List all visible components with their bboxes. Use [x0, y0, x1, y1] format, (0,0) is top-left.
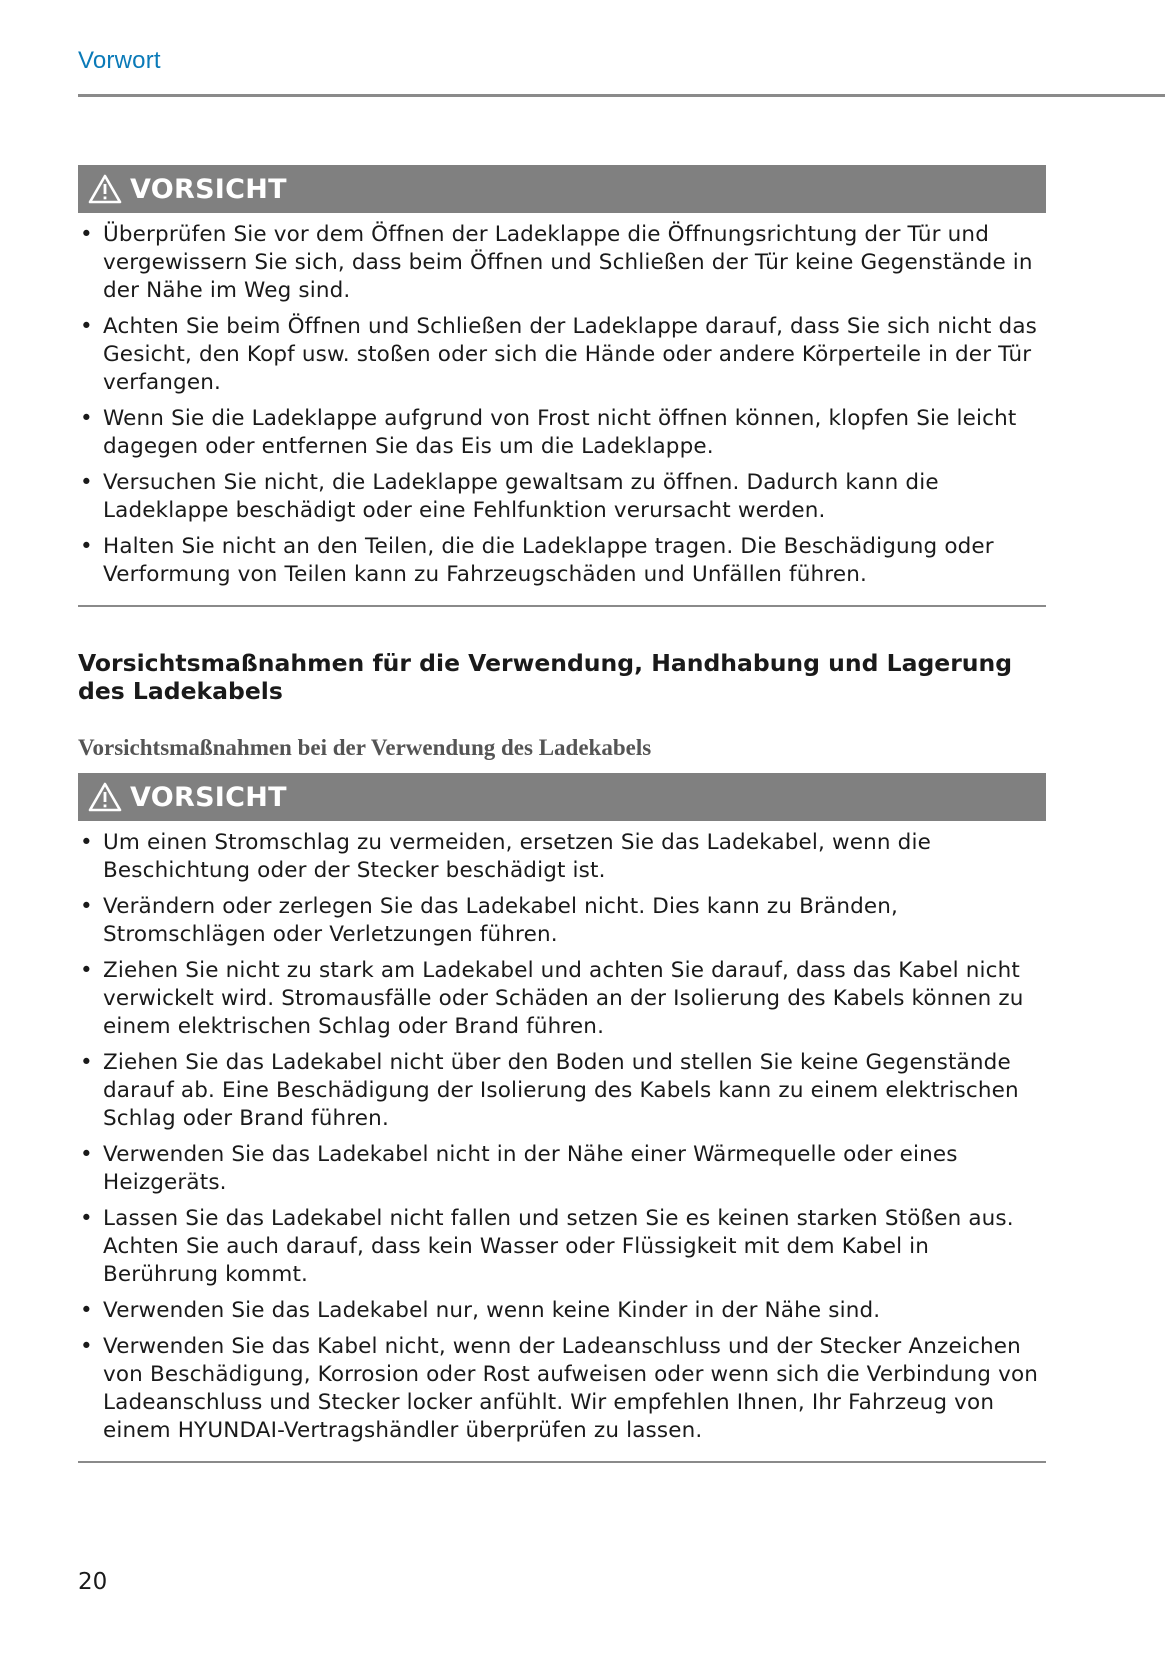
list-item: • Achten Sie beim Öffnen und Schließen der Ladeklappe darauf, dass Sie sich nicht das Gesicht, den Kopf usw. stoßen oder sich die Hände oder andere Körperteile in der Tür verfangen. — [78, 313, 1046, 397]
list-item: • Ziehen Sie nicht zu stark am Ladekabel und achten Sie darauf, dass das Kabel nicht verwickelt wird. Stromausfälle oder Schäden an der Isolierung des Kabels können zu einem elektrischen Schlag oder Brand führen. — [78, 957, 1046, 1041]
list-item: • Ziehen Sie das Ladekabel nicht über den Boden und stellen Sie keine Gegenstände darauf ab. Eine Beschädigung der Isolierung des Kabels kann zu einem elektrischen Schlag oder Brand führen. — [78, 1049, 1046, 1133]
list-item: • Wenn Sie die Ladeklappe aufgrund von Frost nicht öffnen können, klopfen Sie leicht dagegen oder entfernen Sie das Eis um die Ladeklappe. — [78, 405, 1046, 461]
caution-end-rule — [78, 605, 1046, 607]
list-item: • Verwenden Sie das Kabel nicht, wenn der Ladeanschluss und der Stecker Anzeichen von Beschädigung, Korrosion oder Rost aufweisen oder wenn sich die Verbindung von Ladeanschluss und Stecker locker anfühlt. Wir empfehlen Ihnen, Ihr Fahrzeug von einem HYUNDAI-Vertragshändler überprüfen zu lassen. — [78, 1333, 1046, 1445]
sub-heading: Vorsichtsmaßnahmen bei der Verwendung des Ladekabels — [78, 735, 652, 760]
list-item: • Überprüfen Sie vor dem Öffnen der Ladeklappe die Öffnungsrichtung der Tür und vergewissern Sie sich, dass beim Öffnen und Schließen der Tür keine Gegenstände in der Nähe im Weg sind. — [78, 221, 1046, 305]
caution-end-rule — [78, 1461, 1046, 1463]
page-number: 20 — [78, 1569, 108, 1595]
warning-triangle-icon — [88, 174, 122, 204]
list-item: • Verwenden Sie das Ladekabel nur, wenn keine Kinder in der Nähe sind. — [78, 1297, 1046, 1325]
caution-bar — [78, 773, 1046, 821]
header-rule — [78, 94, 1165, 97]
warning-triangle-icon — [88, 782, 122, 812]
caution-box-1 — [78, 165, 1046, 607]
list-item: • Verwenden Sie das Ladekabel nicht in der Nähe einer Wärmequelle oder eines Heizgeräts. — [78, 1141, 1046, 1197]
list-item: • Halten Sie nicht an den Teilen, die die Ladeklappe tragen. Die Beschädigung oder Verformung von Teilen kann zu Fahrzeugschäden und Unfällen führen. — [78, 533, 1046, 589]
caution-list — [78, 829, 1046, 1445]
caution-box-2 — [78, 773, 1046, 1463]
caution-label: VORSICHT — [130, 173, 287, 205]
caution-bar — [78, 165, 1046, 213]
page-header-title: Vorwort — [78, 47, 161, 74]
list-item: • Versuchen Sie nicht, die Ladeklappe gewaltsam zu öffnen. Dadurch kann die Ladeklappe beschädigt oder eine Fehlfunktion verursacht werden. — [78, 469, 1046, 525]
list-item: • Verändern oder zerlegen Sie das Ladekabel nicht. Dies kann zu Bränden, Stromschlägen oder Verletzungen führen. — [78, 893, 1046, 949]
caution-label: VORSICHT — [130, 781, 287, 813]
section-heading: Vorsichtsmaßnahmen für die Verwendung, Handhabung und Lagerung des Ladekabels — [78, 649, 1013, 705]
list-item: • Lassen Sie das Ladekabel nicht fallen und setzen Sie es keinen starken Stößen aus. Achten Sie auch darauf, dass kein Wasser oder Flüssigkeit mit dem Kabel in Berührung kommt. — [78, 1205, 1046, 1289]
caution-list — [78, 221, 1046, 589]
list-item: • Um einen Stromschlag zu vermeiden, ersetzen Sie das Ladekabel, wenn die Beschichtung oder der Stecker beschädigt ist. — [78, 829, 1046, 885]
